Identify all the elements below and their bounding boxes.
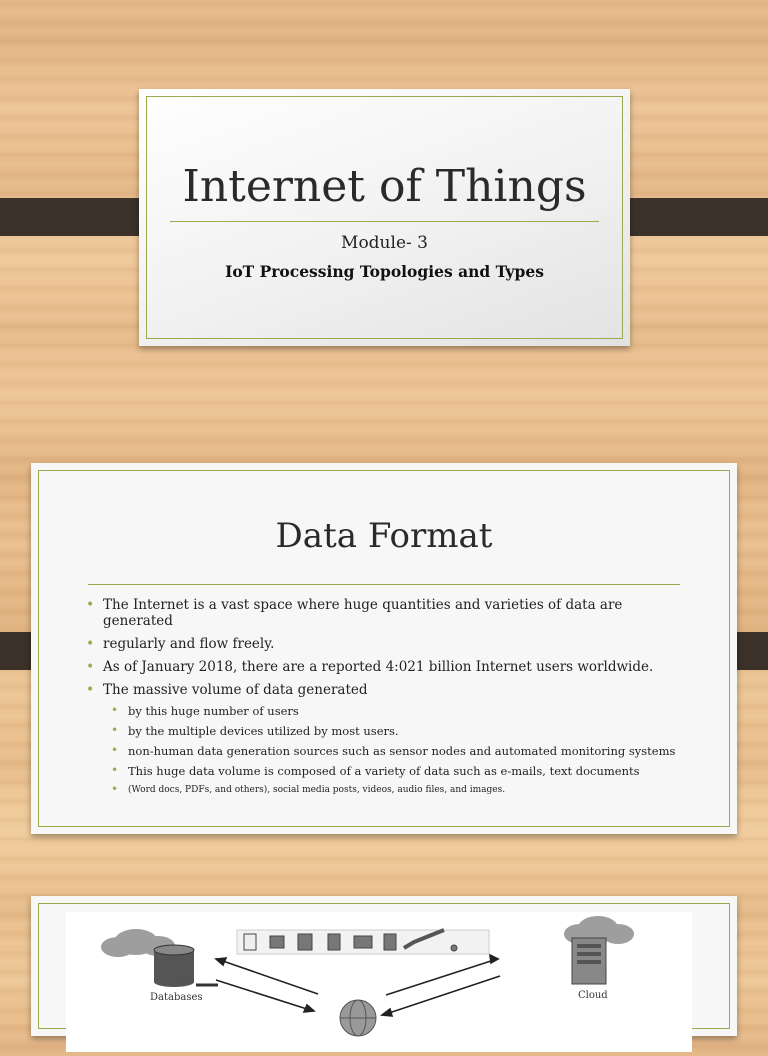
bullet-item: • As of January 2018, there are a reported 4:021 billion Internet users worldwide. <box>86 659 686 675</box>
sub-bullet-item: • non-human data generation sources such as sensor nodes and automated monitoring systems <box>111 745 686 758</box>
title-divider <box>170 221 599 222</box>
left-band-slide1 <box>0 198 155 236</box>
slide-subtitle: IoT Processing Topologies and Types <box>225 262 544 281</box>
sub-bullet-item: • by this huge number of users <box>111 705 686 718</box>
bullet-item: • The Internet is a vast space where huge quantities and varieties of data are generated <box>86 597 686 629</box>
sub-bullet-item: • (Word docs, PDFs, and others), social media posts, videos, audio files, and images. <box>111 785 686 795</box>
bullet-list <box>86 597 686 802</box>
bullet-item <box>86 682 686 795</box>
right-band-slide1 <box>613 198 768 236</box>
database-icon <box>154 945 194 987</box>
slide-title: Data Format <box>275 516 493 556</box>
bullet-item: • regularly and flow freely. <box>86 636 686 652</box>
sub-bullet-item: • This huge data volume is composed of a variety of data such as e-mails, text documents <box>111 765 686 778</box>
diagram-svg <box>66 912 692 1052</box>
sub-bullet-item: • by the multiple devices utilized by most users. <box>111 725 686 738</box>
internet-globe-icon <box>340 1000 376 1036</box>
bullet-text: The massive volume of data generated <box>103 682 368 698</box>
data-types-icons <box>237 930 489 954</box>
slide-title: Internet of Things <box>182 161 587 212</box>
title-divider <box>88 584 680 585</box>
diagram-slide[interactable] <box>31 896 737 1036</box>
sub-bullet-list <box>103 705 686 795</box>
data-format-slide[interactable] <box>31 463 737 834</box>
title-slide[interactable] <box>139 89 630 346</box>
databases-label: Databases <box>150 992 203 1003</box>
data-sources-diagram <box>66 912 692 1052</box>
server-icon <box>572 938 606 984</box>
cloud-label: Cloud <box>578 990 608 1001</box>
slide-border <box>146 96 623 339</box>
module-label: Module- 3 <box>341 233 428 253</box>
